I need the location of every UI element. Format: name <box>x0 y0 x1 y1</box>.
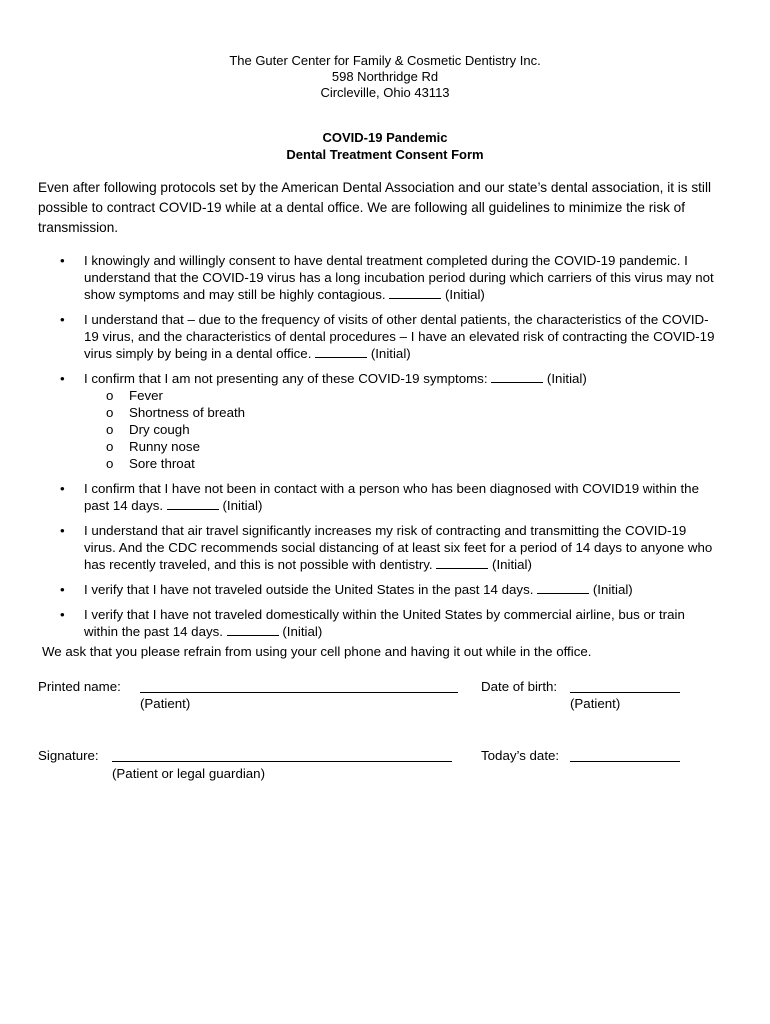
bullet-icon: • <box>60 481 65 496</box>
form-title-line-2: Dental Treatment Consent Form <box>286 147 484 162</box>
initial-label: (Initial) <box>546 371 587 386</box>
consent-statements <box>38 252 718 648</box>
initial-label: (Initial) <box>444 287 485 302</box>
signature-caption: (Patient or legal guardian) <box>112 766 266 781</box>
printed-name-caption: (Patient) <box>140 696 191 711</box>
symptom-item: o Dry cough <box>106 422 190 437</box>
bullet-icon: • <box>60 253 65 268</box>
initial-blank[interactable] <box>227 624 279 636</box>
circle-bullet-icon: o <box>106 439 114 454</box>
circle-bullet-icon: o <box>106 405 114 420</box>
initial-blank[interactable] <box>537 582 589 594</box>
circle-bullet-icon: o <box>106 388 114 403</box>
intro-paragraph: Even after following protocols set by the American Dental Association and our state’s dental association, it is still possible to contract COVID-19 while at a dental office. We are following all guidelines to minimize the risk of transmission. <box>38 180 711 235</box>
statement-text: I understand that air travel significantly increases my risk of contracting and transmitting the COVID-19 virus. And the CDC recommends social distancing of at least six feet for a period of 14 days to anyone who has recently traveled, and this is not possible with dentistry. <box>84 523 713 572</box>
statement-text: I verify that I have not traveled outside the United States in the past 14 days. <box>84 582 534 597</box>
signature-field[interactable] <box>112 761 452 762</box>
symptom-item: o Fever <box>106 388 163 403</box>
initial-blank[interactable] <box>389 287 441 299</box>
consent-statement-4 <box>38 480 718 514</box>
initial-blank[interactable] <box>491 371 543 383</box>
statement-text: I verify that I have not traveled domestically within the United States by commercial airline, bus or train within the past 14 days. <box>84 607 685 639</box>
symptom-list <box>84 387 718 472</box>
initial-label: (Initial) <box>592 582 633 597</box>
todays-date-field[interactable] <box>570 761 680 762</box>
statement-text: I confirm that I have not been in contact with a person who has been diagnosed with COVID19 within the past 14 days. <box>84 481 699 513</box>
dob-label: Date of birth: <box>481 679 558 694</box>
circle-bullet-icon: o <box>106 422 114 437</box>
consent-statement-5 <box>38 522 718 573</box>
printed-name-label: Printed name: <box>38 679 121 694</box>
practice-name: The Guter Center for Family & Cosmetic Dentistry Inc. <box>229 53 541 68</box>
initial-label: (Initial) <box>492 557 532 572</box>
statement-text: I understand that – due to the frequency of visits of other dental patients, the characteristics of the COVID-19 virus, and the characteristics of dental procedures – I have an elevated risk of contracting the COVID-19 virus simply by being in a dental office. <box>84 312 715 361</box>
dob-caption: (Patient) <box>570 696 621 711</box>
practice-street: 598 Northridge Rd <box>331 69 439 84</box>
consent-statement-7 <box>38 606 718 640</box>
signature-label: Signature: <box>38 748 99 763</box>
initial-label: (Initial) <box>370 346 411 361</box>
form-title-line-1: COVID-19 Pandemic <box>322 130 448 145</box>
bullet-icon: • <box>60 582 65 597</box>
bullet-icon: • <box>60 312 65 327</box>
symptom-item: o Shortness of breath <box>106 405 246 420</box>
printed-name-field[interactable] <box>140 692 458 693</box>
practice-city: Circleville, Ohio 43113 <box>320 85 450 100</box>
initial-blank[interactable] <box>167 498 219 510</box>
circle-bullet-icon: o <box>106 456 114 471</box>
consent-statement-3 <box>38 370 718 472</box>
initial-blank[interactable] <box>315 346 367 358</box>
bullet-icon: • <box>60 607 65 622</box>
bullet-icon: • <box>60 523 65 538</box>
consent-statement-2 <box>38 311 718 362</box>
form-title <box>0 129 770 163</box>
initial-label: (Initial) <box>282 624 323 639</box>
consent-statement-1 <box>38 252 718 303</box>
phone-notice: We ask that you please refrain from using your cell phone and having it out while in the office. <box>42 644 592 659</box>
dob-field[interactable] <box>570 692 680 693</box>
statement-text: I knowingly and willingly consent to have dental treatment completed during the COVID-19 pandemic. I understand that the COVID-19 virus has a long incubation period during which carriers of this virus may not show symptoms and may still be highly contagious. <box>84 253 714 302</box>
initial-blank[interactable] <box>436 557 488 569</box>
statement-text: I confirm that I am not presenting any of these COVID-19 symptoms: <box>84 371 488 386</box>
initial-label: (Initial) <box>222 498 263 513</box>
consent-statement-6 <box>38 581 718 598</box>
practice-header <box>0 53 770 101</box>
symptom-item: o Sore throat <box>106 456 195 471</box>
todays-date-label: Today’s date: <box>481 748 560 763</box>
symptom-item: o Runny nose <box>106 439 200 454</box>
bullet-icon: • <box>60 371 65 386</box>
